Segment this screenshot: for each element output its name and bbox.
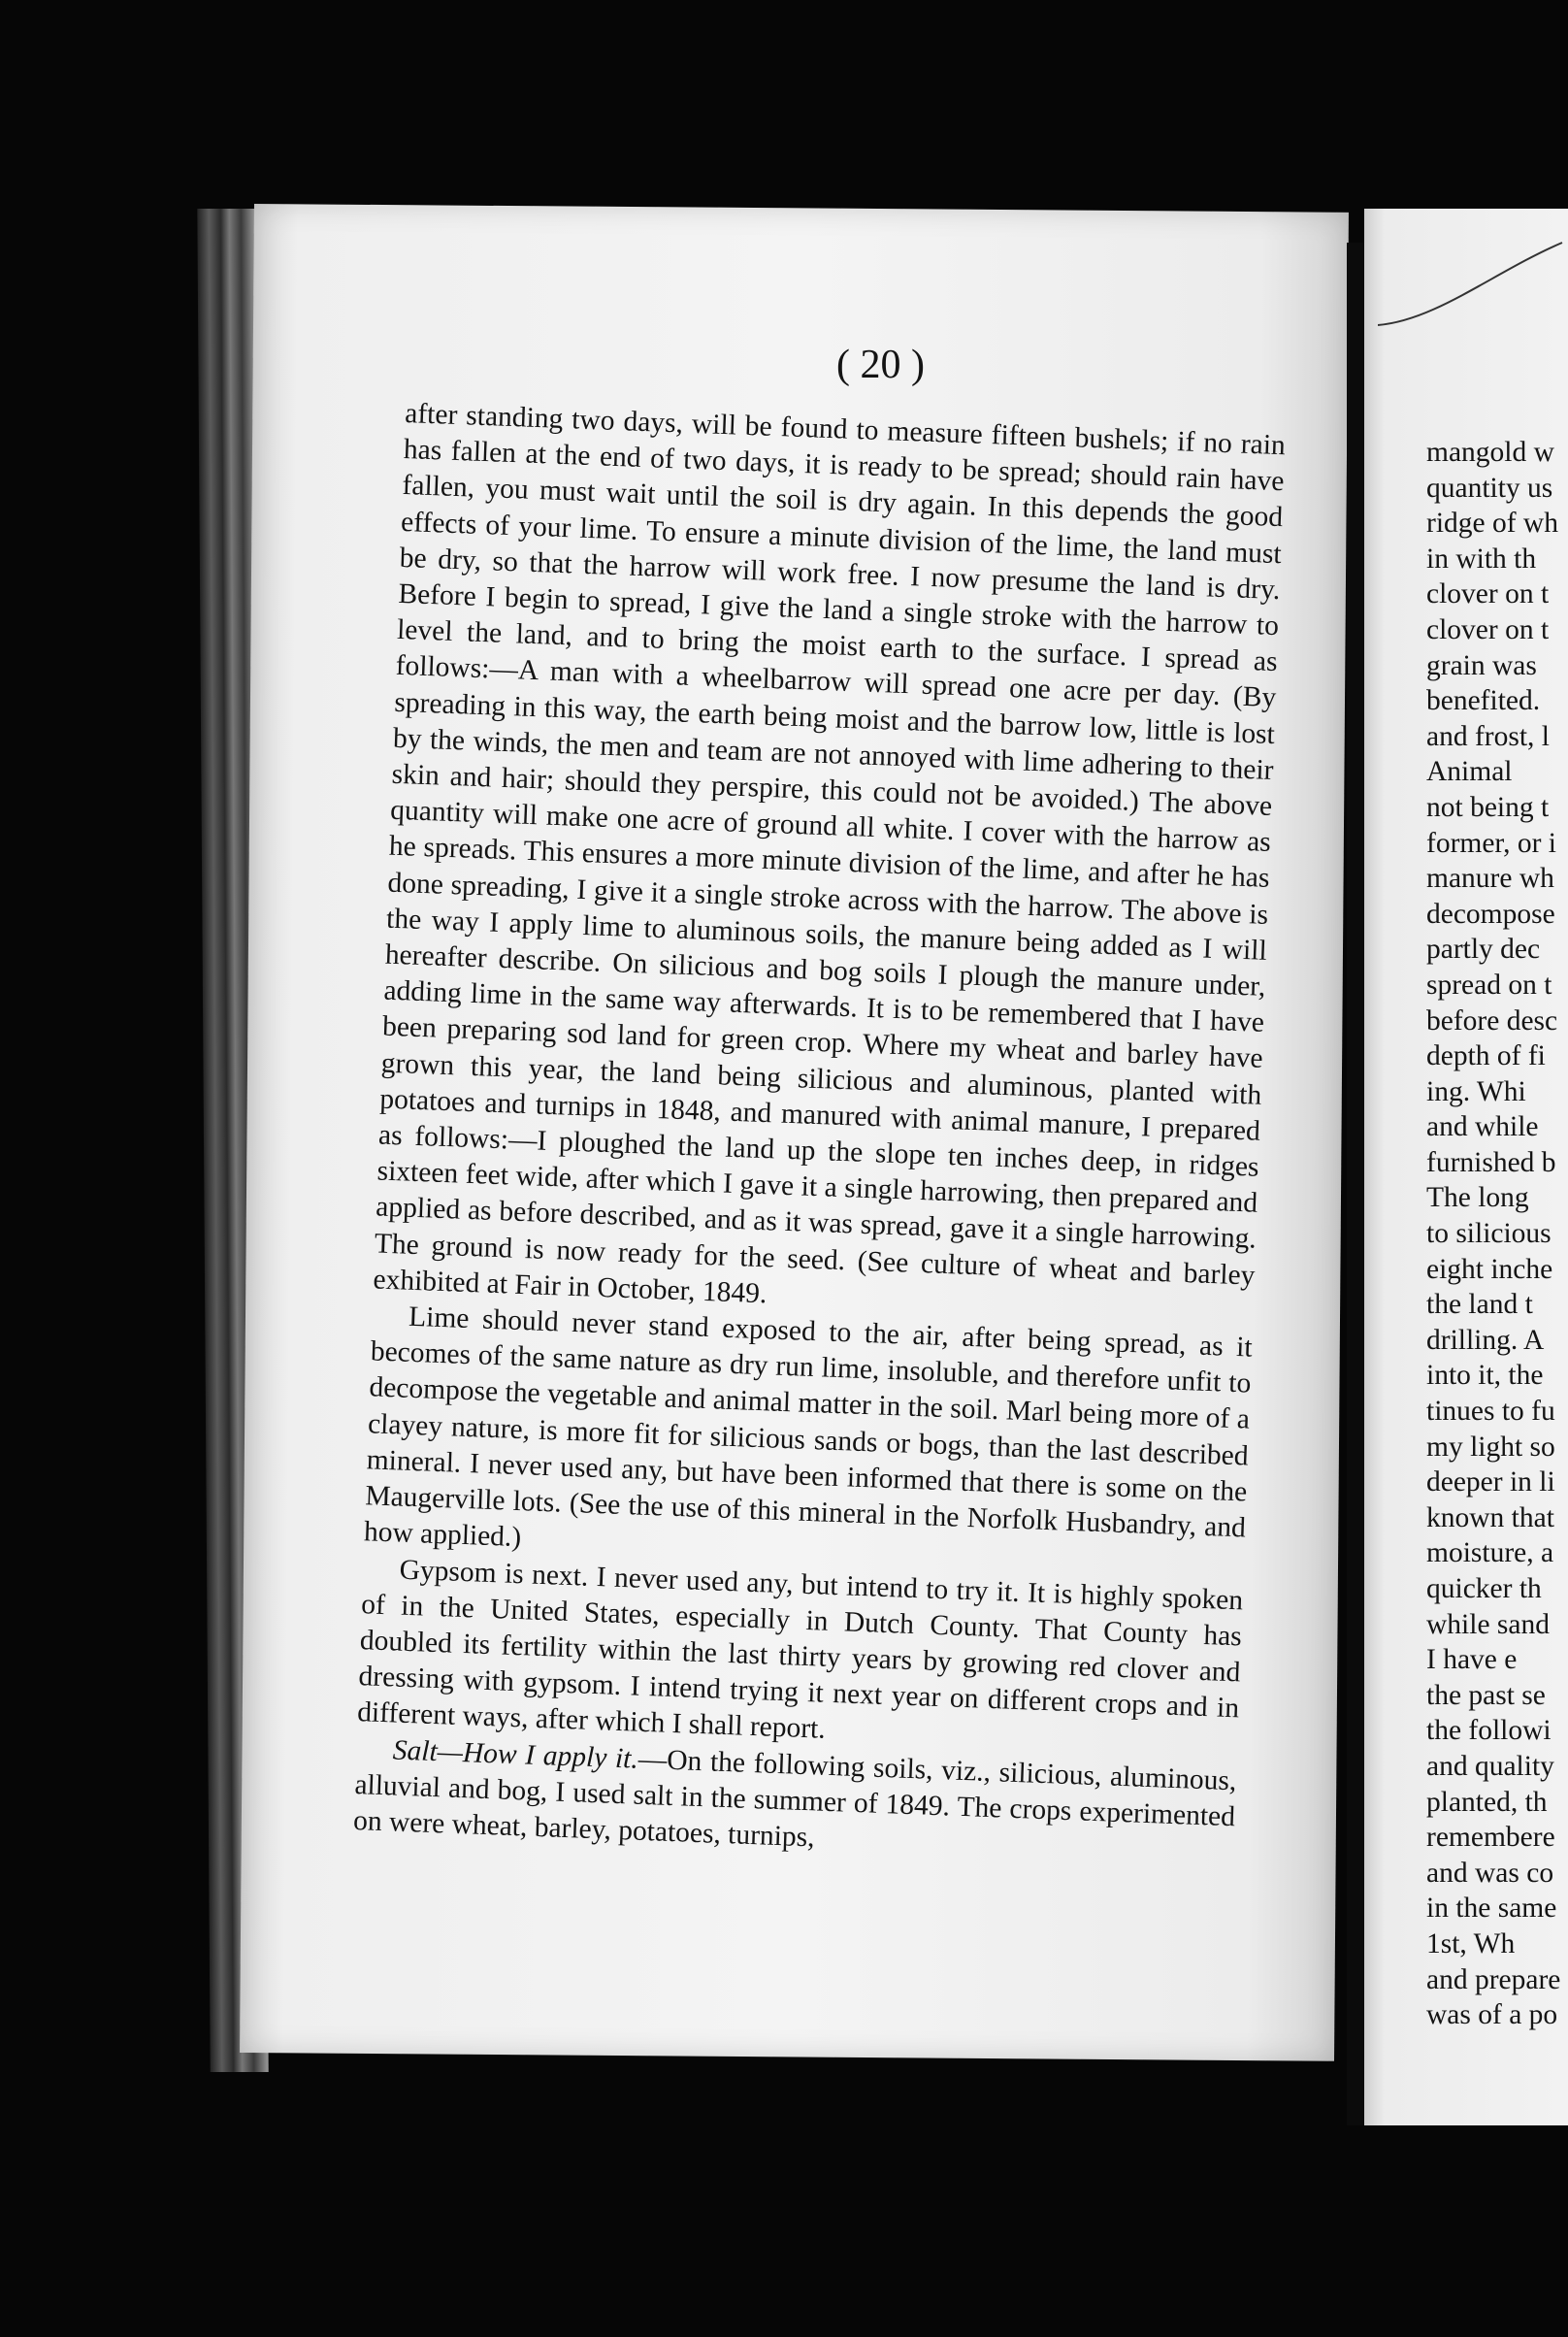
right-page-line: quantity us bbox=[1426, 472, 1553, 504]
right-page-line: drilling. A bbox=[1426, 1324, 1545, 1356]
right-page-line: Animal bbox=[1426, 756, 1513, 788]
paragraph-lime-exposure: Lime should never stand exposed to the air, after being spread, as it becomes of the same nature as dry run lime, insoluble, and therefore unfit to decompose the vegetable and animal matter in the soil. Marl being more of a clayey nature, is more fit for silicious sands or bogs, than the last described mineral. I never used any, but have been informed that there is some on the Maugerville lots. (See the use of this mineral in the Norfolk Husbandry, and how applied.) bbox=[363, 1300, 1254, 1554]
right-page-line: former, or i bbox=[1426, 827, 1556, 859]
right-page-line: eight inche bbox=[1426, 1253, 1553, 1285]
right-page-text-fragment bbox=[1426, 435, 1568, 2033]
right-page-line: was of a po bbox=[1426, 1999, 1558, 2031]
right-page-line: the land t bbox=[1426, 1289, 1533, 1321]
right-page-line: spread on t bbox=[1426, 969, 1552, 1001]
right-page-line: in the same bbox=[1426, 1893, 1557, 1925]
right-page-line: and quality bbox=[1426, 1750, 1554, 1782]
right-page-line: deeper in li bbox=[1426, 1466, 1555, 1498]
right-page-line: the followi bbox=[1426, 1715, 1552, 1747]
right-page-line: known that bbox=[1426, 1501, 1554, 1533]
right-page-line: depth of fi bbox=[1426, 1040, 1546, 1072]
right-page-line: remembere bbox=[1426, 1822, 1555, 1854]
right-page-line: quicker th bbox=[1426, 1573, 1542, 1604]
right-page-line: to silicious bbox=[1426, 1218, 1552, 1250]
right-page-line: while sand bbox=[1426, 1608, 1550, 1640]
right-page-line: the past se bbox=[1426, 1679, 1546, 1711]
right-page-line: tinues to fu bbox=[1426, 1396, 1555, 1428]
right-page-line: manure wh bbox=[1426, 863, 1554, 895]
right-page-line: not being t bbox=[1426, 791, 1550, 823]
right-page-line: in with th bbox=[1426, 543, 1537, 575]
right-page-line: benefited. bbox=[1426, 685, 1541, 717]
right-page-line: my light so bbox=[1426, 1431, 1555, 1463]
right-page-line: before desc bbox=[1426, 1004, 1558, 1037]
right-page-line: The long bbox=[1426, 1182, 1529, 1214]
salt-heading: Salt—How I apply it. bbox=[392, 1733, 639, 1775]
page-gutter bbox=[1347, 243, 1364, 2125]
right-page-line: grain was bbox=[1426, 649, 1537, 681]
right-page-line: I have e bbox=[1426, 1644, 1518, 1676]
right-page-line: mangold w bbox=[1426, 437, 1554, 468]
right-page-line: and frost, l bbox=[1426, 720, 1550, 752]
right-page-line: 1st, Wh bbox=[1426, 1927, 1516, 1959]
right-page-line: and was co bbox=[1426, 1857, 1554, 1889]
right-page-line: ridge of wh bbox=[1426, 508, 1558, 540]
right-page-line: and while bbox=[1426, 1111, 1539, 1143]
right-page-line: furnished b bbox=[1426, 1146, 1556, 1178]
right-page-line: planted, th bbox=[1426, 1786, 1548, 1818]
paragraph-lime-spreading: after standing two days, will be found to measure fifteen bushels; if no rain has fallen at the end of two days, it is ready to be spread; should rain have fallen, you must wait until the soil is dry again. In this depends the good effects of your lime. To ensure a minute division of the lime, the land must be dry, so that the harrow will work free. I now presume the land is dry. Before I begin to spread, I give the land a single stroke with the harrow to level the land, and to bring the moist earth to the surface. I spread as follows:—A man with a wheelbarrow will spread one acre per day. (By spreading in this way, the earth being moist and the barrow low, little is lost by the winds, the men and team are not annoyed with lime adhering to their skin and hair; should they perspire, this could not be avoided.) The above quantity will make one acre of ground all white. I cover with the harrow as he spreads. This ensures a more minute division of the lime, and after he has done spreading, I give it a single stroke across with the harrow. The above is the way I apply lime to aluminous soils, the manure being added as I will hereafter describe. On silicious and bog soils I plough the manure under, adding lime in the same way afterwards. It is to be remembered that I have been preparing sod land for green crop. Where my wheat and barley have grown this year, the land being silicious and aluminous, planted with potatoes and turnips in 1848, and manured with animal manure, I prepared as follows:—I ploughed the land up the slope ten inches deep, in ridges sixteen feet wide, after which I gave it a single harrowing, then prepared and applied as before described, and as it was spread, gave it a single harrowing. The ground is now ready for the seed. (See culture of wheat and barley exhibited at Fair in October, 1849. bbox=[373, 397, 1287, 1310]
right-page-line: ing. Whi bbox=[1426, 1075, 1526, 1107]
paragraph-gypsom: Gypsom is next. I never used any, but intend to try it. It is highly spoken of in the United States, especially in Dutch County. That County has doubled its fertility within the last thirty years by growing red clover and dressing with gypsom. I intend trying it next year on different crops and in different ways, after which I shall report. bbox=[356, 1554, 1244, 1746]
right-page-line: and prepare bbox=[1426, 1963, 1561, 1995]
salt-text: —On the following soils, viz., silicious, aluminous, alluvial and bog, I used salt in the summer of 1849. The crops experimented on were wheat, barley, potatoes, turnips, bbox=[352, 1743, 1237, 1854]
right-page-line: clover on t bbox=[1426, 613, 1550, 645]
right-page-line: moisture, a bbox=[1426, 1537, 1554, 1569]
right-page-line: clover on t bbox=[1426, 578, 1550, 610]
right-page-line: partly dec bbox=[1426, 934, 1541, 966]
left-page-body bbox=[352, 396, 1286, 1871]
right-page-curve-mark bbox=[1378, 233, 1568, 349]
right-page-line: into it, the bbox=[1426, 1360, 1544, 1392]
right-page-line: decompose bbox=[1426, 898, 1555, 930]
page-number: ( 20 ) bbox=[836, 343, 925, 387]
